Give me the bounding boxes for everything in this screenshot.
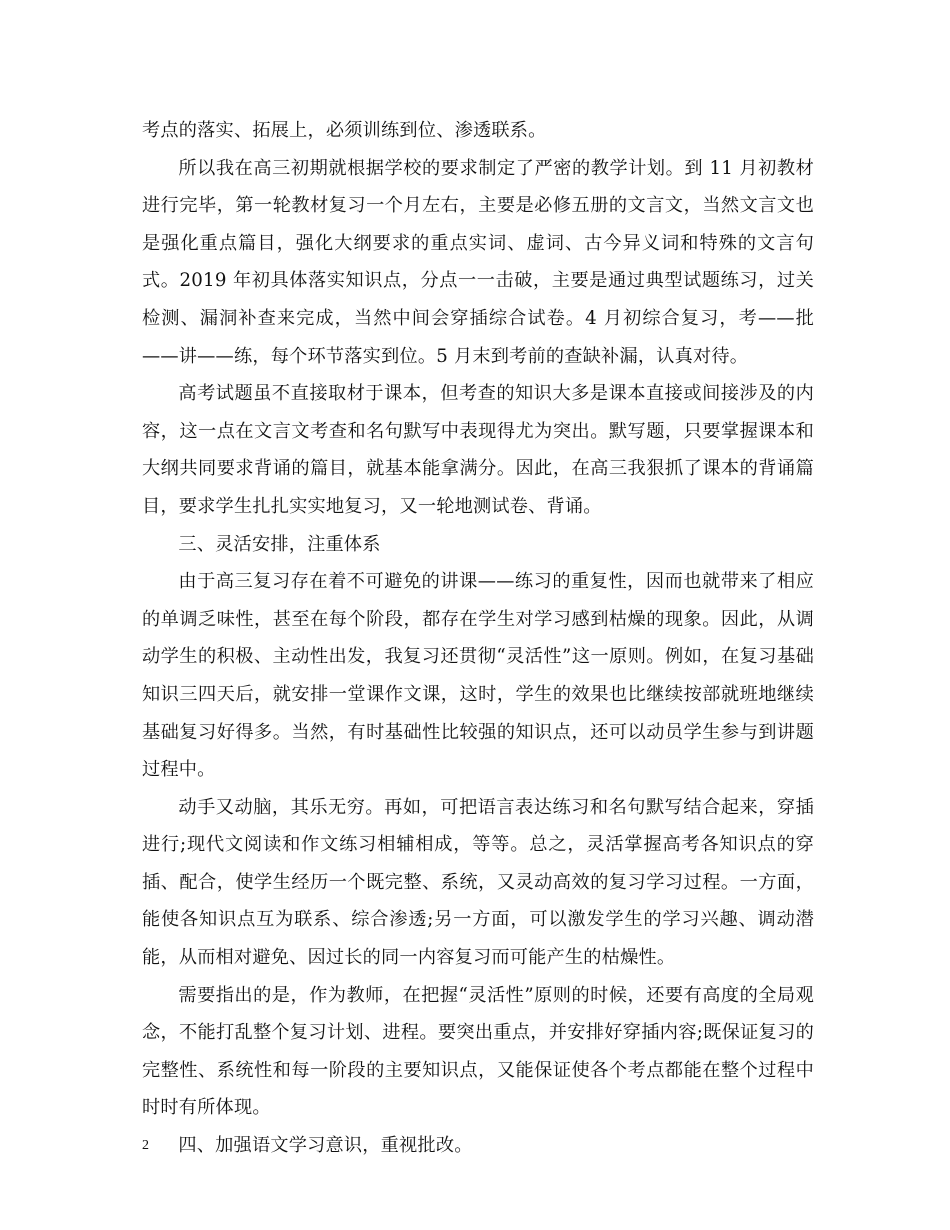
section-heading-4: 四、加强语文学习意识，重视批改。	[178, 1135, 473, 1157]
page-number: 2	[142, 1138, 149, 1153]
paragraph-7: 需要指出的是，作为教师，在把握“灵活性”原则的时候，还要有高度的全局观念，不能打乱整个复习计划、进程。要突出重点，并安排好穿插内容;既保证复习的完整性、系统性和每一阶段的主要知识点，又能保证使各个考点都能在整个过程中时时有所体现。	[142, 984, 814, 1119]
paragraph-6: 动手又动脑，其乐无穷。再如，可把语言表达练习和名句默写结合起来，穿插进行;现代文阅读和作文练习相辅相成，等等。总之，灵活掌握高考各知识点的穿插、配合，使学生经历一个既完整、系统，又灵动高效的复习学习过程。一方面，能使各知识点互为联系、综合渗透;另一方面，可以激发学生的学习兴趣、调动潜能，从而相对避免、因过长的同一内容复习而可能产生的枯燥性。	[142, 796, 814, 969]
paragraph-1: 考点的落实、拓展上，必须训练到位、渗透联系。	[142, 120, 547, 141]
paragraph-3: 高考试题虽不直接取材于课本，但考查的知识大多是课本直接或间接涉及的内容，这一点在文言文考查和名句默写中表现得尤为突出。默写题，只要掌握课本和大纲共同要求背诵的篇目，就基本能拿满分。因此，在高三我狠抓了课本的背诵篇目，要求学生扎扎实实地复习，又一轮地测试卷、背诵。	[142, 383, 814, 517]
paragraph-2: 所以我在高三初期就根据学校的要求制定了严密的教学计划。到 11 月初教材进行完毕，第一轮教材复习一个月左右，主要是必修五册的文言文，当然文言文也是强化重点篇目，强化大纲要求的重点实词、虚词、古今异义词和特殊的文言句式。2019 年初具体落实知识点，分点一一击破，主要是通过典型试题练习，过关检测、漏洞补查来完成，当然中间会穿插综合试卷。4 月初综合复习，考——批——讲——练，每个环节落实到位。5 月末到考前的查缺补漏，认真对待。	[142, 157, 814, 367]
paragraph-5: 由于高三复习存在着不可避免的讲课——练习的重复性，因而也就带来了相应的单调乏味性，甚至在每个阶段，都存在学生对学习感到枯燥的现象。因此，从调动学生的积极、主动性出发，我复习还贯彻“灵活性”这一原则。例如，在复习基础知识三四天后，就安排一堂课作文课，这时，学生的效果也比继续按部就班地继续基础复习好得多。当然，有时基础性比较强的知识点，还可以动员学生参与到讲题过程中。	[142, 571, 814, 781]
section-heading-3: 三、灵活安排，注重体系	[178, 533, 381, 555]
document-body	[142, 112, 814, 1165]
